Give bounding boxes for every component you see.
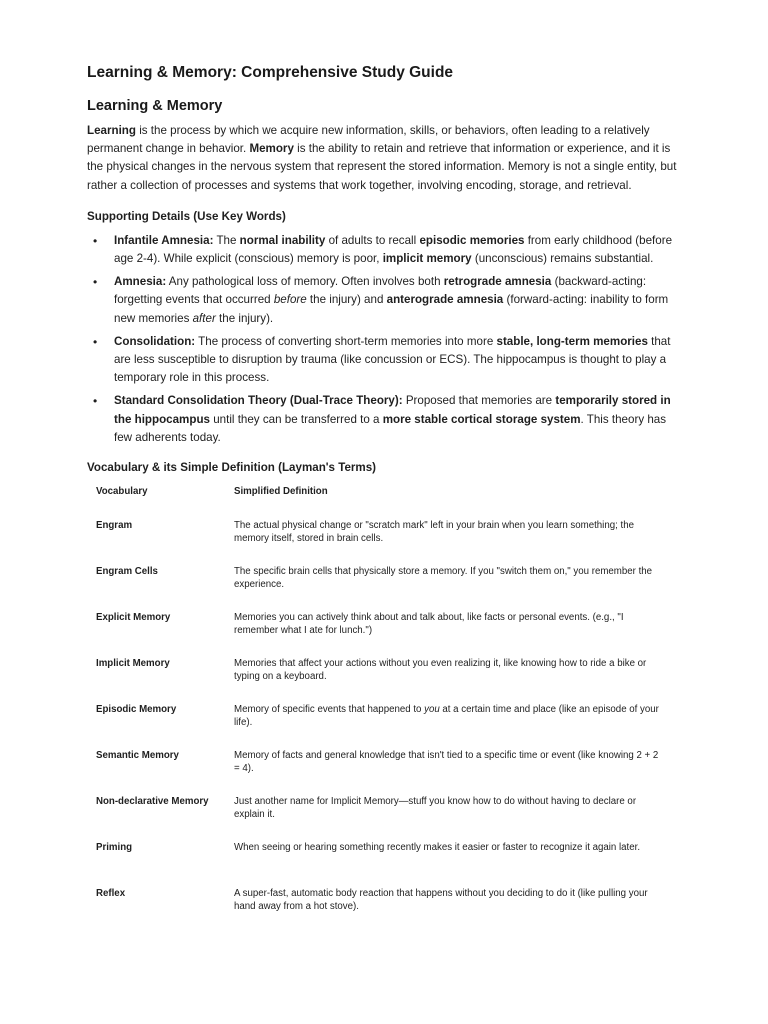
bullet-keyword: temporarily stored in the hippocampus xyxy=(114,394,671,426)
intro-paragraph xyxy=(87,122,677,195)
document-page xyxy=(87,62,677,933)
vocab-heading: Vocabulary & its Simple Definition (Layman's Terms) xyxy=(87,461,377,475)
list-item xyxy=(87,232,677,268)
list-item xyxy=(87,333,677,388)
memory-term: Memory xyxy=(249,142,294,156)
vocab-definition: The specific brain cells that physically store a memory. If you "switch them on," you remember the experience. xyxy=(234,566,653,591)
table-header-row xyxy=(87,483,677,519)
bullet-keyword: retrograde amnesia xyxy=(443,275,552,289)
supporting-heading: Supporting Details (Use Key Words) xyxy=(87,209,286,223)
learning-term: Learning xyxy=(87,124,136,137)
table-row xyxy=(87,657,677,703)
memory-text: is the ability to retain and retrieve that information or experience, and it is the physical changes in the nervous system that represent the stored information. Memory is not a single entity, but rather a collection of processes and systems that work together, involving encoding, storage, and retrieval. xyxy=(87,142,677,192)
bullet-label: Standard Consolidation Theory (Dual-Trace Theory): xyxy=(114,394,403,408)
bullet-text: the injury) and xyxy=(306,293,387,307)
bullet-text: (forward-acting: inability to form new memories xyxy=(114,293,669,325)
bullet-text: Proposed that memories are xyxy=(402,394,556,408)
bullet-keyword: episodic memories xyxy=(419,233,525,247)
vocab-term: Implicit Memory xyxy=(96,658,170,670)
vocab-term: Priming xyxy=(96,842,133,854)
vocab-definition: Memory of facts and general knowledge that isn't tied to a specific time or event (like knowing 2 + 2 = 4). xyxy=(234,750,659,775)
table-row xyxy=(87,611,677,657)
table-row xyxy=(87,887,677,933)
table-row xyxy=(87,795,677,841)
bullet-text: of adults to recall xyxy=(325,233,420,247)
bullet-label: Consolidation: xyxy=(114,334,196,348)
vocab-term: Non-declarative Memory xyxy=(96,796,209,808)
bullet-text: that are less susceptible to disruption by trauma (like concussion or ECS). The hippocampus is thought to play a temporary role in this process. xyxy=(114,334,671,385)
vocab-term: Semantic Memory xyxy=(96,750,179,762)
bullet-keyword: normal inability xyxy=(239,233,326,247)
bullet-text: (unconscious) remains substantial. xyxy=(471,252,654,266)
table-row xyxy=(87,703,677,749)
vocab-term: Engram Cells xyxy=(96,566,158,578)
vocab-definition xyxy=(234,703,677,749)
vocab-definition: When seeing or hearing something recently makes it easier or faster to recognize it again later. xyxy=(234,842,641,854)
bullet-keyword: anterograde amnesia xyxy=(386,293,504,307)
vocab-definition: Just another name for Implicit Memory—stuff you know how to do without having to declare or explain it. xyxy=(234,796,637,821)
bullet-text: until they can be transferred to a xyxy=(209,412,383,426)
vocab-term: Reflex xyxy=(96,888,126,900)
table-row xyxy=(87,749,677,795)
column-header-vocabulary: Vocabulary xyxy=(96,486,148,498)
bullet-text: . This theory has few adherents today. xyxy=(114,412,667,444)
list-item xyxy=(87,392,677,447)
bullet-text: Any pathological loss of memory. Often involves both xyxy=(166,275,444,289)
learning-text: is the process by which we acquire new information, skills, or behaviors, often leading to a relatively permanent change in behavior. xyxy=(87,124,650,156)
bullet-keyword: stable, long-term memories xyxy=(496,334,648,348)
section-heading: Learning & Memory xyxy=(87,98,223,114)
bullet-keyword: implicit memory xyxy=(382,252,472,266)
bullet-label: Infantile Amnesia: xyxy=(114,233,214,247)
vocab-term: Explicit Memory xyxy=(96,612,171,624)
vocab-definition: The actual physical change or "scratch mark" left in your brain when you learn something; the memory itself, stored in brain cells. xyxy=(234,520,634,545)
supporting-list xyxy=(87,232,677,447)
column-header-definition: Simplified Definition xyxy=(234,486,328,498)
bullet-text: from early childhood (before age 2-4). While explicit (conscious) memory is poor, xyxy=(114,233,673,266)
bullet-label: Amnesia: xyxy=(114,275,167,289)
table-row xyxy=(87,841,677,887)
vocab-table xyxy=(87,483,677,933)
bullet-text: The xyxy=(213,233,240,247)
vocab-term: Engram xyxy=(96,520,133,532)
list-item xyxy=(87,273,677,328)
document-title: Learning & Memory: Comprehensive Study Guide xyxy=(87,64,454,81)
vocab-term: Episodic Memory xyxy=(96,704,177,716)
vocab-definition: Memories you can actively think about and talk about, like facts or personal events. (e.g., "I remember what I ate for lunch.") xyxy=(234,612,624,637)
bullet-text: the injury). xyxy=(215,311,274,325)
table-row xyxy=(87,565,677,611)
definition-text: at a certain time and place (like an episode of your life). xyxy=(234,704,659,729)
bullet-keyword: more stable cortical storage system xyxy=(382,412,581,426)
bullet-text: The process of converting short-term memories into more xyxy=(195,334,497,348)
vocab-definition: A super-fast, automatic body reaction that happens without you deciding to do it (like pulling your hand away from a hot stove). xyxy=(234,888,648,913)
table-row xyxy=(87,519,677,565)
definition-text: Memory of specific events that happened to xyxy=(234,704,425,716)
bullet-emphasis: after xyxy=(192,311,216,325)
definition-emphasis: you xyxy=(424,704,440,716)
bullet-emphasis: before xyxy=(273,293,307,307)
bullet-text: (backward-acting: forgetting events that occurred xyxy=(114,275,647,307)
vocab-definition: Memories that affect your actions without you even realizing it, like knowing how to ride a bike or typing on a keyboard. xyxy=(234,658,647,683)
